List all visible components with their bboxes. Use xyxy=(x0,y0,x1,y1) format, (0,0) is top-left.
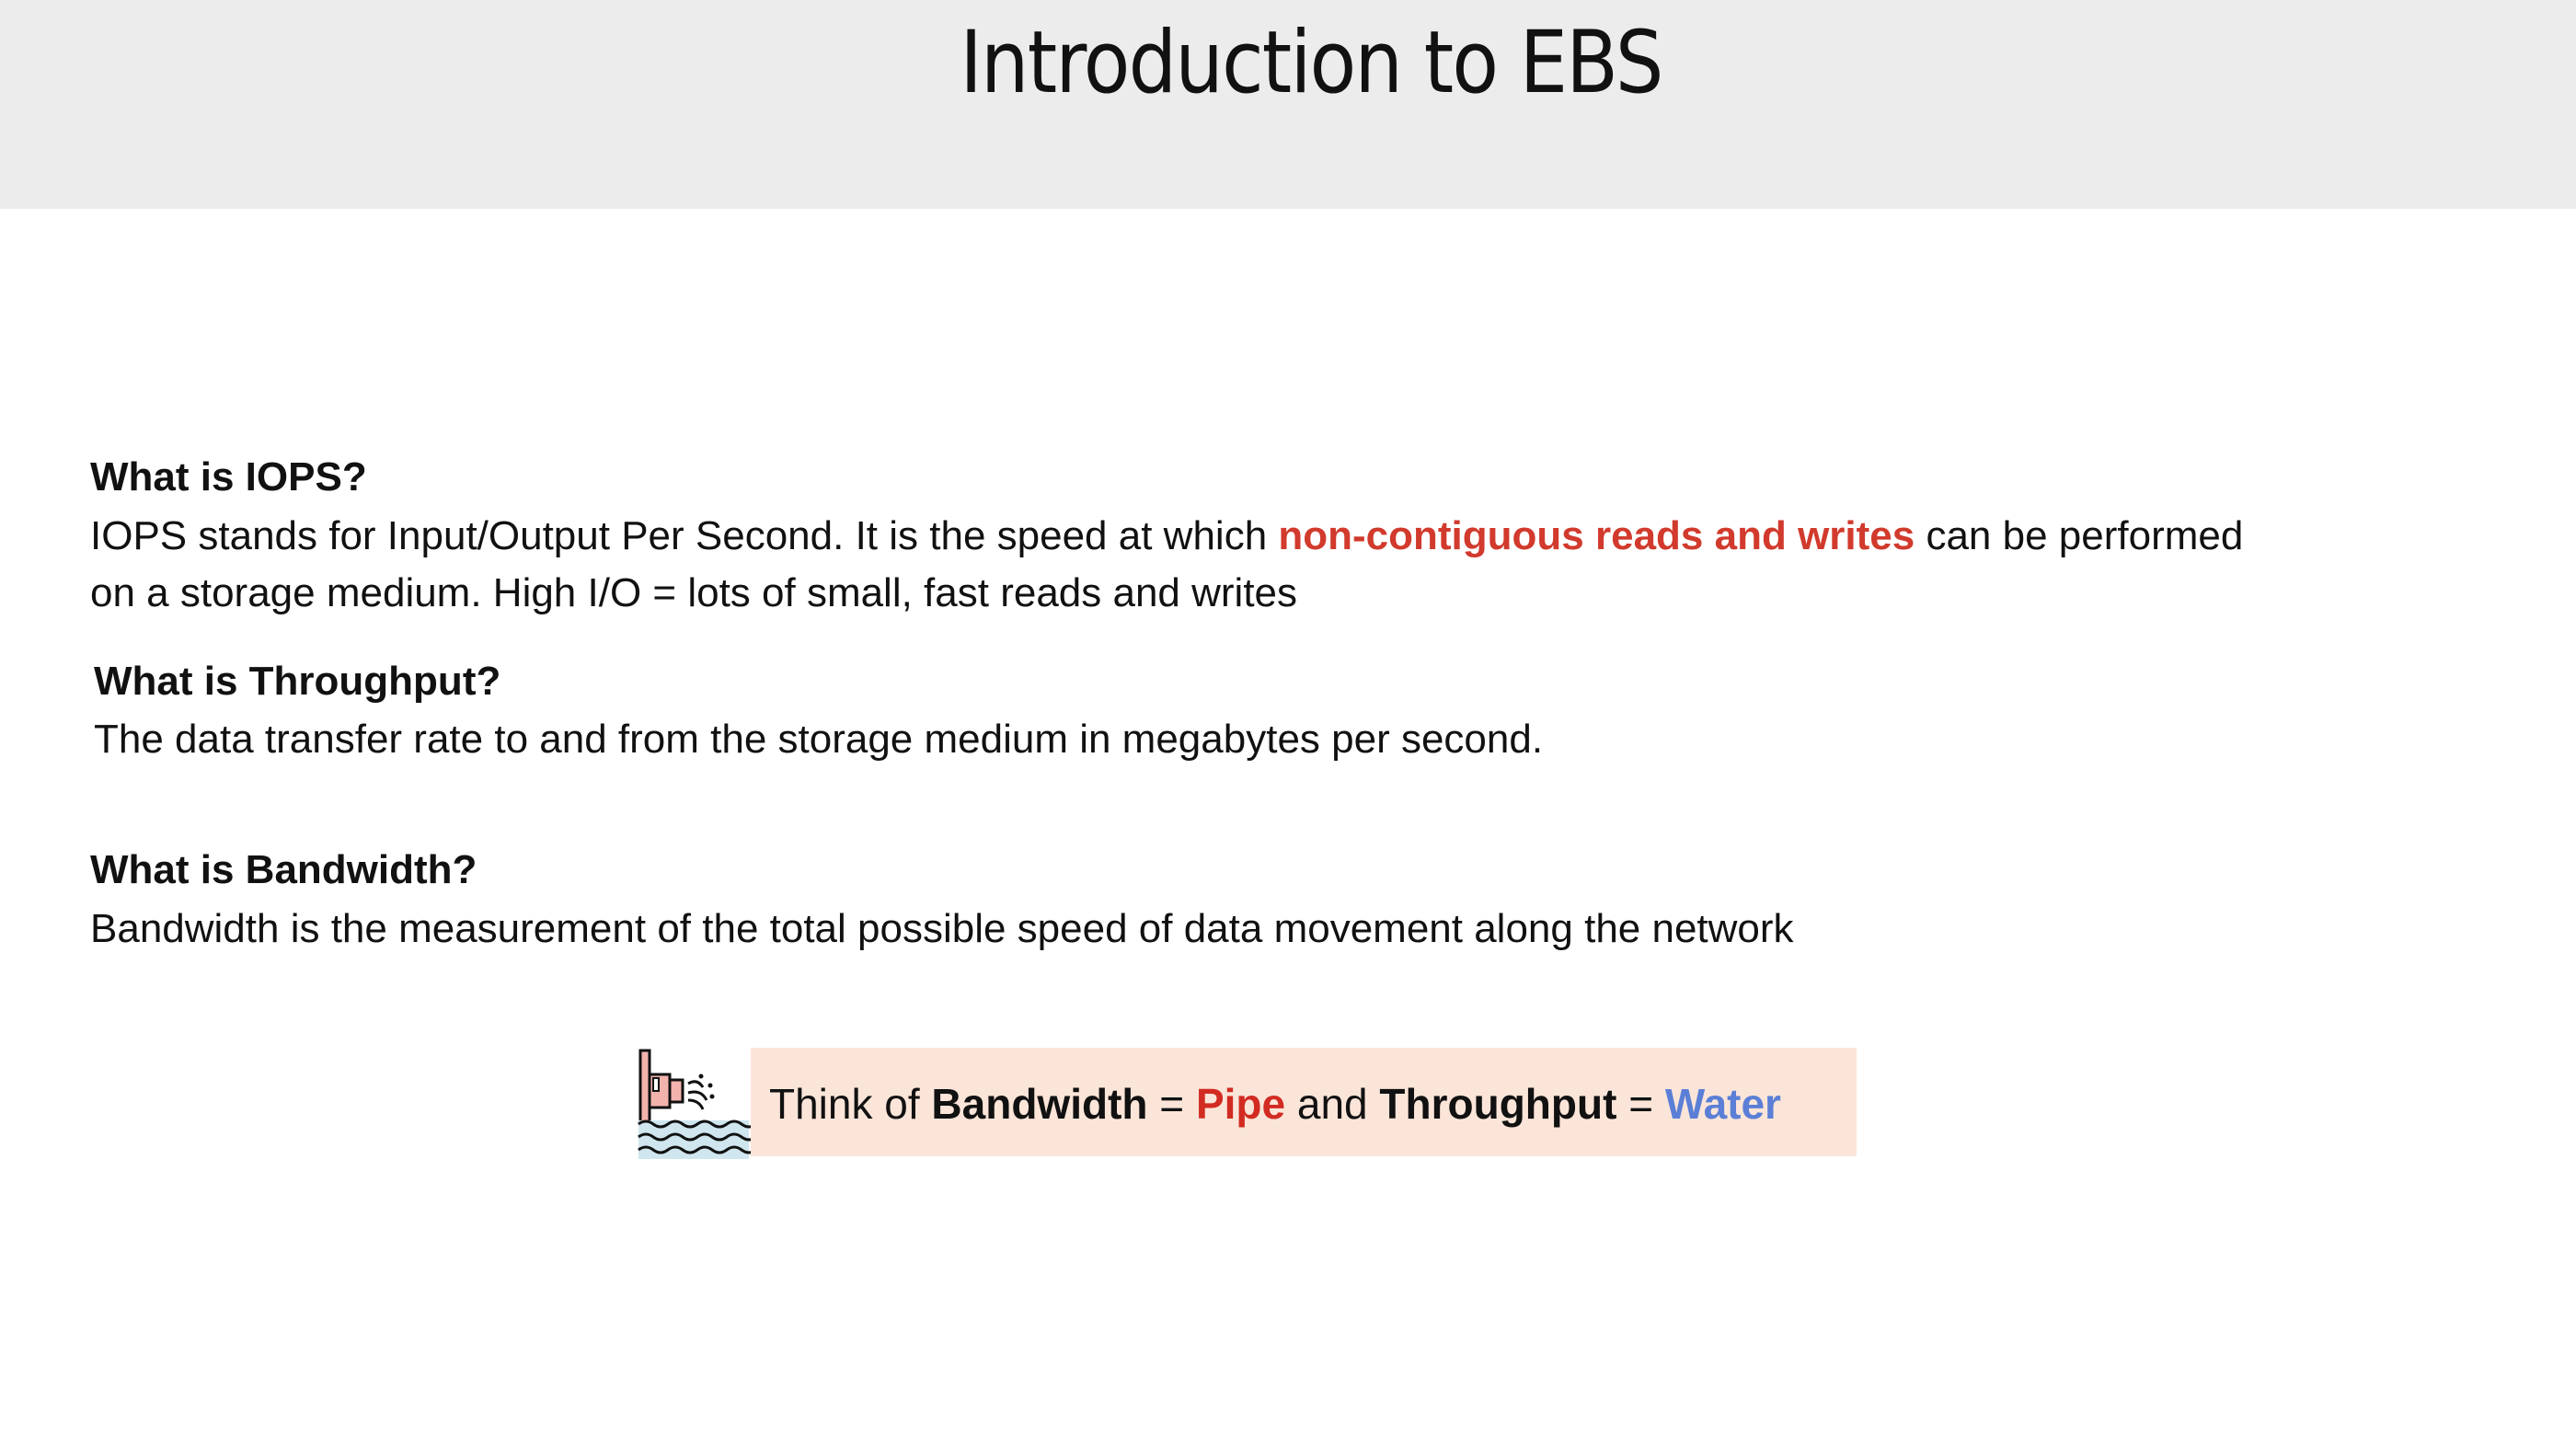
iops-heading: What is IOPS? xyxy=(90,454,367,499)
pipe-water-icon xyxy=(637,1047,751,1159)
iops-emphasis: non-contiguous reads and writes xyxy=(1278,513,1915,558)
iops-text-line-1 xyxy=(90,508,2243,565)
analogy-equals-1: = xyxy=(1147,1080,1196,1128)
iops-text-post: can be performed xyxy=(1915,513,2244,558)
analogy-equals-2: = xyxy=(1616,1080,1665,1128)
analogy-pipe: Pipe xyxy=(1195,1080,1286,1128)
analogy-text xyxy=(769,1072,1781,1136)
analogy-bandwidth: Bandwidth xyxy=(931,1080,1148,1128)
bandwidth-text: Bandwidth is the measurement of the total possible speed of data movement along the network xyxy=(90,906,1794,951)
throughput-text: The data transfer rate to and from the storage medium in megabytes per second. xyxy=(94,717,1544,762)
iops-text-line-2: on a storage medium. High I/O = lots of small, fast reads and writes xyxy=(90,570,1298,615)
analogy-prefix: Think of xyxy=(769,1080,932,1128)
slide-title: Introduction to EBS xyxy=(960,13,1662,113)
analogy-throughput: Throughput xyxy=(1379,1080,1617,1128)
analogy-water: Water xyxy=(1664,1080,1781,1128)
bandwidth-heading: What is Bandwidth? xyxy=(90,847,477,892)
iops-text-pre: IOPS stands for Input/Output Per Second. It is the speed at which xyxy=(90,513,1279,558)
analogy-and: and xyxy=(1285,1080,1380,1128)
throughput-heading: What is Throughput? xyxy=(94,659,501,704)
